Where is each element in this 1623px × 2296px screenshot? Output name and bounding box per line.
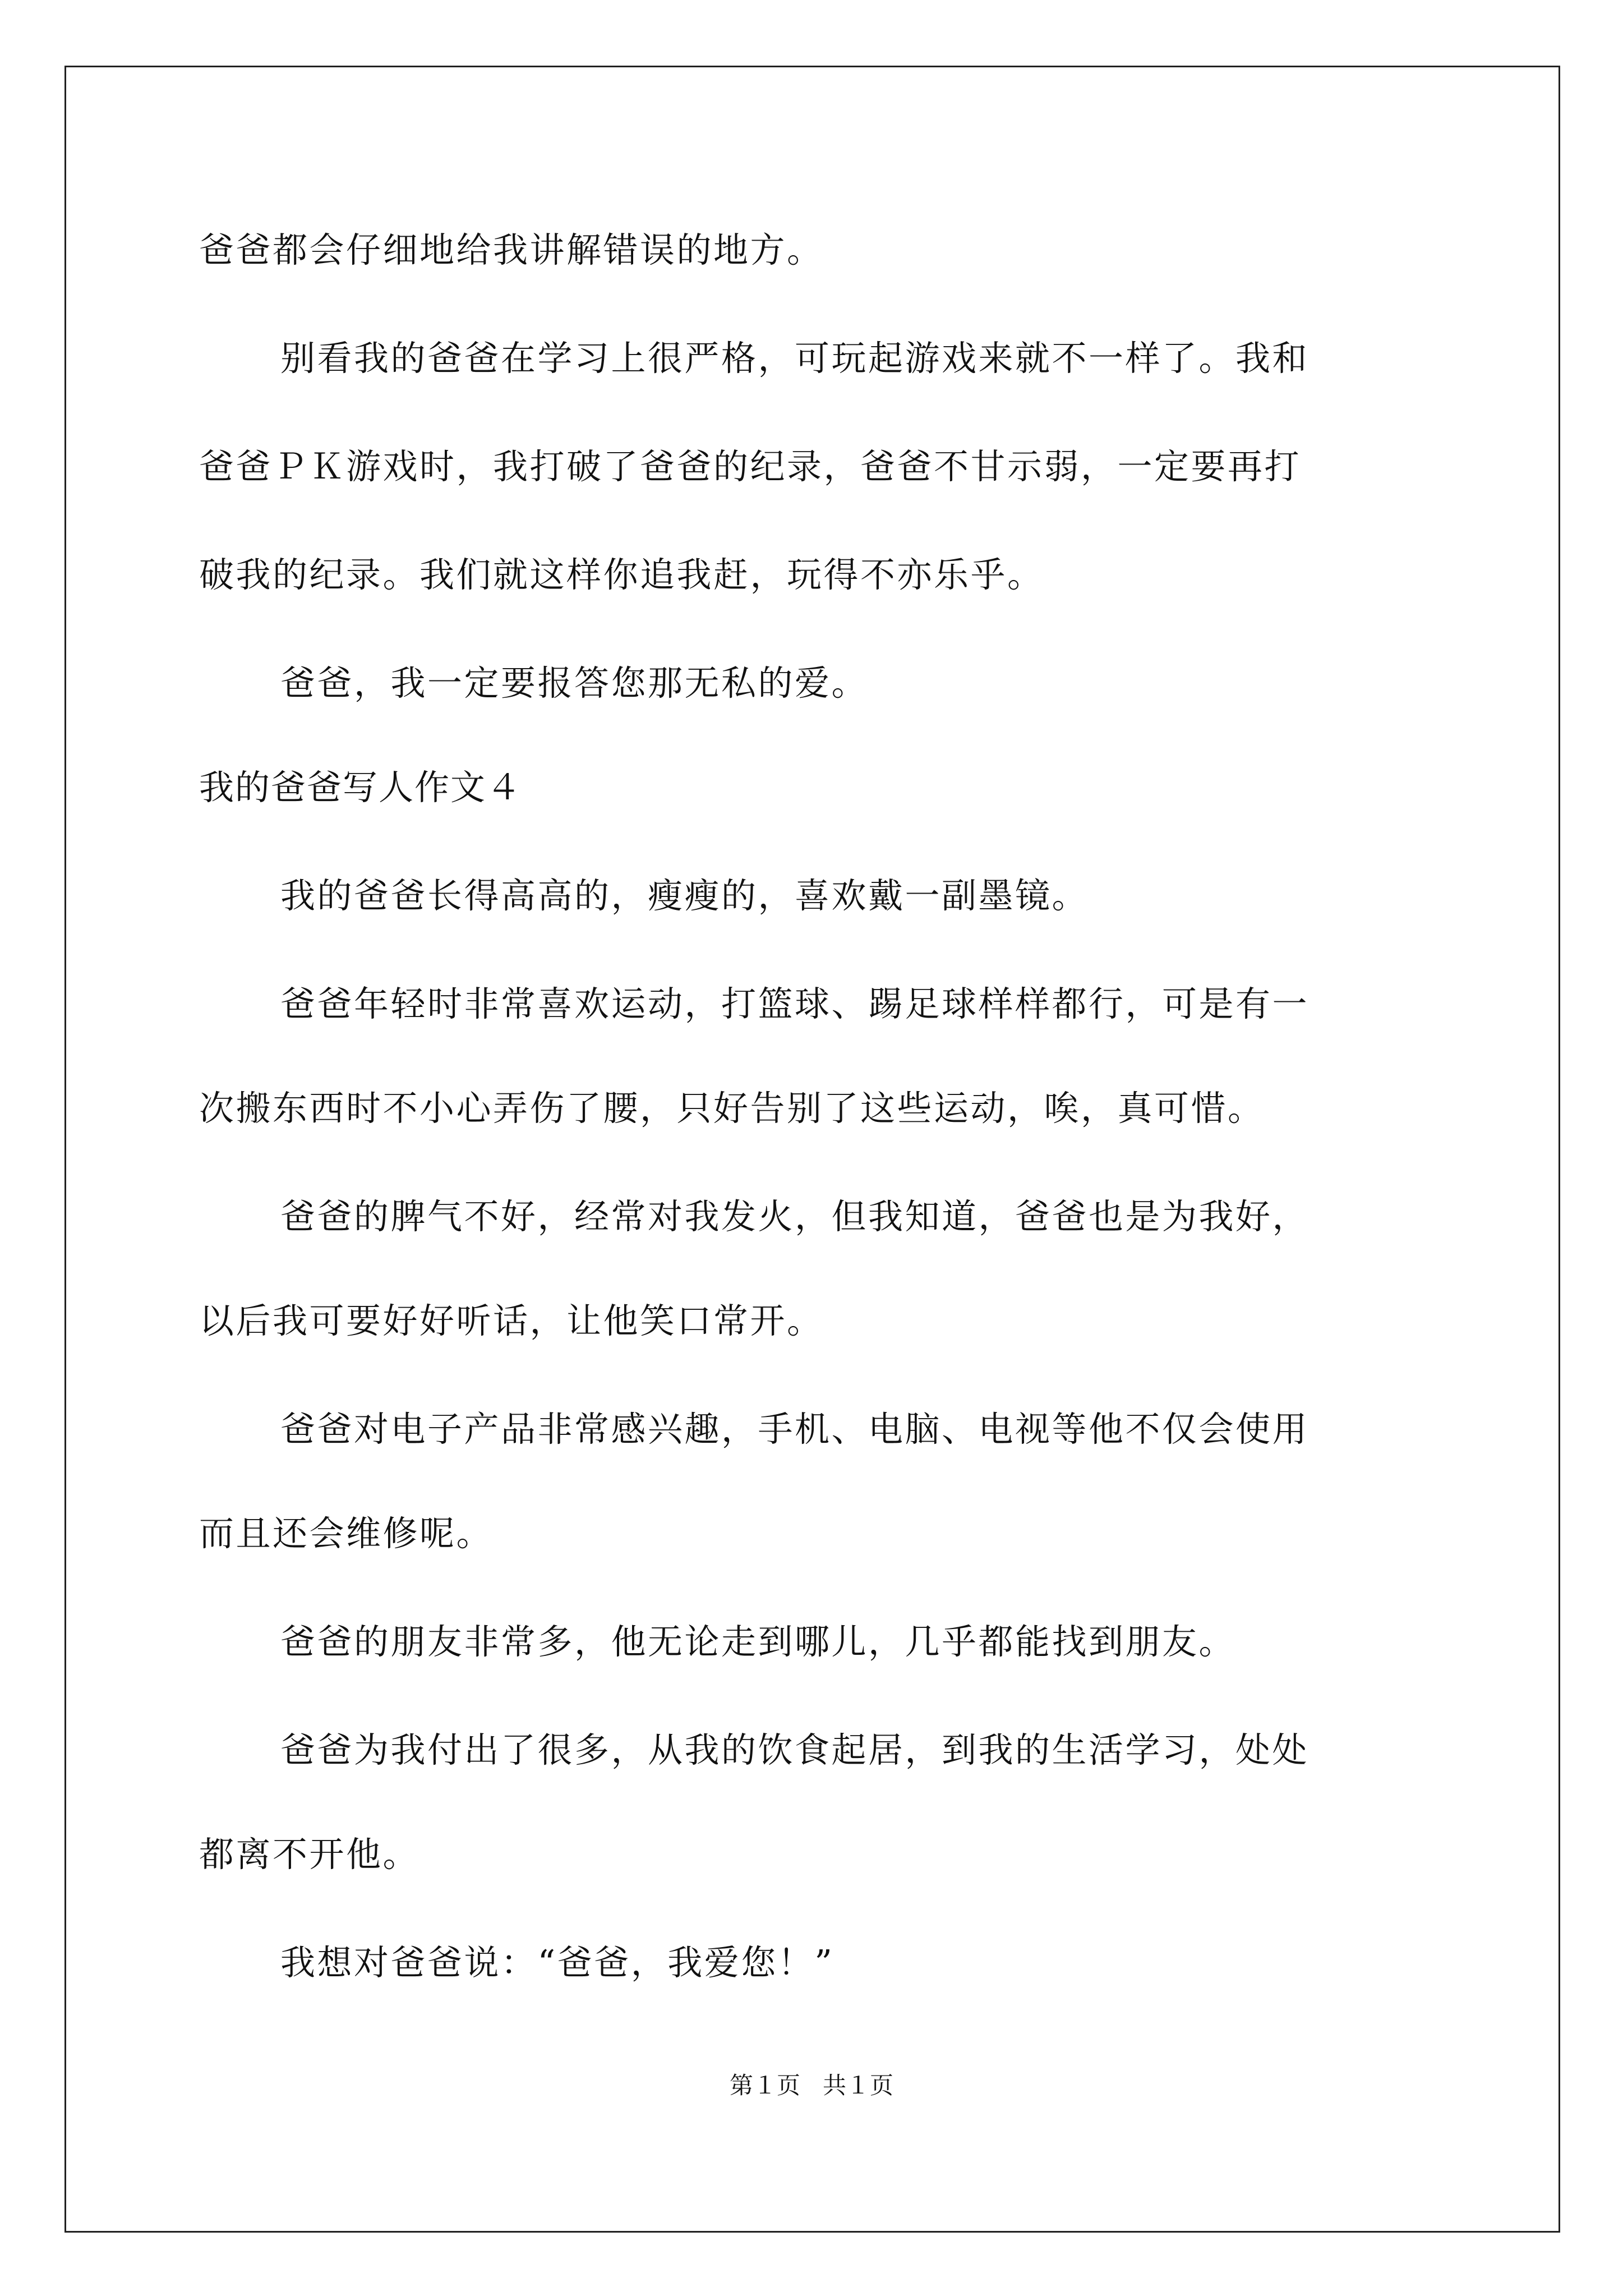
paragraph-line: 爸爸的朋友非常多，他无论走到哪儿，几乎都能找到朋友。	[280, 1621, 1236, 1662]
text-line: 破我的纪录。我们就这样你追我赶，玩得不亦乐乎。	[199, 554, 1044, 595]
section-heading: 我的爸爸写人作文４	[199, 767, 523, 808]
paragraph-line: 爸爸，我一定要报答您那无私的爱。	[280, 662, 869, 703]
text-line: 爸爸都会仔细地给我讲解错误的地方。	[199, 229, 824, 270]
paragraph-line: 我想对爸爸说：“爸爸，我爱您！”	[280, 1942, 834, 1983]
text-line: 以后我可要好好听话，让他笑口常开。	[199, 1300, 824, 1341]
page-footer	[0, 2070, 1623, 2101]
text-line: 爸爸ＰＫ游戏时，我打破了爸爸的纪录，爸爸不甘示弱，一定要再打	[199, 446, 1302, 487]
text-line: 都离不开他。	[199, 1834, 420, 1875]
paragraph-line: 爸爸对电子产品非常感兴趣，手机、电脑、电视等他不仅会使用	[280, 1409, 1310, 1450]
paragraph-line: 爸爸为我付出了很多，从我的饮食起居，到我的生活学习，处处	[280, 1729, 1310, 1770]
page-number: 第１页	[729, 2072, 800, 2099]
paragraph-line: 爸爸年轻时非常喜欢运动，打篮球、踢足球样样都行，可是有一	[280, 983, 1310, 1024]
page-total: 共１页	[823, 2072, 894, 2099]
paragraph-line: 别看我的爸爸在学习上很严格，可玩起游戏来就不一样了。我和	[280, 338, 1310, 379]
text-line: 而且还会维修呢。	[199, 1513, 494, 1554]
paragraph-line: 爸爸的脾气不好，经常对我发火，但我知道，爸爸也是为我好，	[280, 1196, 1310, 1237]
text-line: 次搬东西时不小心弄伤了腰，只好告别了这些运动，唉，真可惜。	[199, 1088, 1265, 1129]
page-frame	[64, 66, 1560, 2233]
paragraph-line: 我的爸爸长得高高的，瘦瘦的，喜欢戴一副墨镜。	[280, 875, 1089, 916]
